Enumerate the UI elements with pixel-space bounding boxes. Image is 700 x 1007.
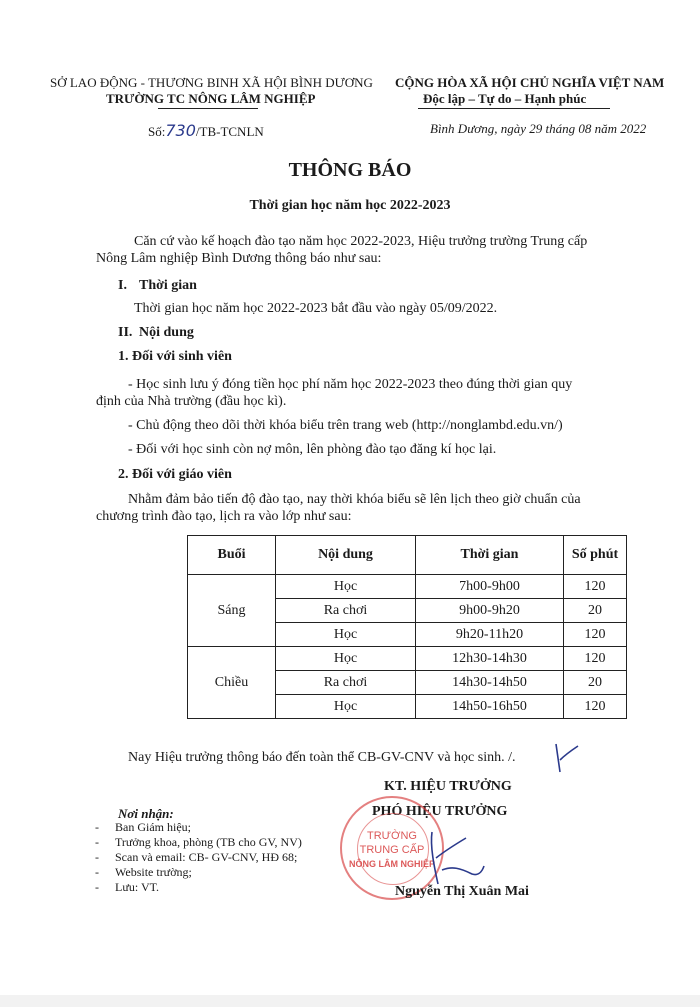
row-minutes: 20 xyxy=(564,671,627,695)
header-country: CỘNG HÒA XÃ HỘI CHỦ NGHĨA VIỆT NAM xyxy=(395,75,665,90)
teachers-line-2: chương trình đào tạo, lịch ra vào lớp như sau: xyxy=(96,509,352,524)
header-school: TRƯỜNG TC NÔNG LÂM NGHIỆP xyxy=(106,91,316,106)
header-time: Thời gian xyxy=(416,536,564,575)
recipients-label: Nơi nhận: xyxy=(118,806,174,821)
closing-statement: Nay Hiệu trưởng thông báo đến toàn thể CB-GV-CNV và học sinh. /. xyxy=(128,750,516,765)
list-item: - Trưởng khoa, phòng (TB cho GV, NV) xyxy=(95,835,302,850)
signature-title-1: KT. HIỆU TRƯỞNG xyxy=(384,779,512,794)
number-prefix: Số: xyxy=(148,124,166,139)
session-morning: Sáng xyxy=(188,575,276,647)
number-handwritten: 730 xyxy=(165,121,196,140)
table-row xyxy=(188,575,627,599)
row-time: 9h00-9h20 xyxy=(416,599,564,623)
intro-line-2: Nông Lâm nghiệp Bình Dương thông báo như sau: xyxy=(96,251,382,266)
header-ministry: SỞ LAO ĐỘNG - THƯƠNG BINH XÃ HỘI BÌNH DƯƠNG xyxy=(50,75,373,90)
handwritten-signature-icon xyxy=(420,826,490,890)
place-date: Bình Dương, ngày 29 tháng 08 năm 2022 xyxy=(430,121,647,136)
row-content: Học xyxy=(276,695,416,719)
signer-name: Nguyễn Thị Xuân Mai xyxy=(395,884,529,899)
students-item-3: - Đối với học sinh còn nợ môn, lên phòng đào tạo đăng kí học lại. xyxy=(128,442,497,457)
row-content: Ra chơi xyxy=(276,671,416,695)
list-item: - Ban Giám hiệu; xyxy=(95,820,302,835)
row-minutes: 120 xyxy=(564,695,627,719)
subsection-students-heading: 1. Đối với sinh viên xyxy=(118,349,232,364)
students-item-1-line-1: - Học sinh lưu ý đóng tiền học phí năm học 2022-2023 theo đúng thời gian quy xyxy=(128,377,573,392)
section-1-text: Thời gian học năm học 2022-2023 bắt đầu vào ngày 05/09/2022. xyxy=(134,301,498,316)
list-item: - Lưu: VT. xyxy=(95,880,302,895)
section-1-number: I. xyxy=(118,278,127,293)
section-1-heading: Thời gian xyxy=(139,278,197,293)
document-title: THÔNG BÁO xyxy=(288,159,412,181)
header-left-underline xyxy=(158,108,258,109)
row-content: Học xyxy=(276,647,416,671)
header-content: Nội dung xyxy=(276,536,416,575)
intro-line-1: Căn cứ vào kế hoạch đào tạo năm học 2022-2023, Hiệu trưởng trường Trung cấp xyxy=(134,234,588,249)
recipients-list xyxy=(95,820,302,895)
session-afternoon: Chiều xyxy=(188,647,276,719)
section-2-number: II. xyxy=(118,325,133,340)
row-time: 12h30-14h30 xyxy=(416,647,564,671)
header-right-underline xyxy=(418,108,610,109)
row-content: Học xyxy=(276,575,416,599)
initial-mark-icon xyxy=(552,740,582,776)
header-motto: Độc lập – Tự do – Hạnh phúc xyxy=(423,91,587,106)
row-content: Ra chơi xyxy=(276,599,416,623)
subsection-teachers-heading: 2. Đối với giáo viên xyxy=(118,467,232,482)
row-minutes: 120 xyxy=(564,623,627,647)
row-time: 7h00-9h00 xyxy=(416,575,564,599)
number-suffix: /TB-TCNLN xyxy=(195,124,264,139)
signature-title-2: PHÓ HIỆU TRƯỞNG xyxy=(372,804,508,819)
students-item-2: - Chủ động theo dõi thời khóa biểu trên trang web (http://nonglambd.edu.vn/) xyxy=(128,418,563,433)
list-item: - Scan và email: CB- GV-CNV, HĐ 68; xyxy=(95,850,302,865)
section-2-heading: Nội dung xyxy=(139,325,194,340)
list-item: - Website trường; xyxy=(95,865,302,880)
row-time: 9h20-11h20 xyxy=(416,623,564,647)
row-minutes: 120 xyxy=(564,575,627,599)
schedule-table xyxy=(187,535,627,719)
stamp-line-3: NÔNG LÂM NGHIỆP xyxy=(348,859,435,869)
students-item-1-line-2: định của Nhà trường (đầu học kì). xyxy=(96,394,287,409)
header-minutes: Số phút xyxy=(564,536,627,575)
table-row xyxy=(188,647,627,671)
row-content: Học xyxy=(276,623,416,647)
document-subtitle: Thời gian học năm học 2022-2023 xyxy=(249,198,451,213)
header-session: Buổi xyxy=(188,536,276,575)
table-header-row xyxy=(188,536,627,575)
document-number xyxy=(148,121,264,140)
stamp-line-1: TRƯỜNG xyxy=(367,830,417,842)
row-minutes: 20 xyxy=(564,599,627,623)
row-time: 14h50-16h50 xyxy=(416,695,564,719)
row-time: 14h30-14h50 xyxy=(416,671,564,695)
row-minutes: 120 xyxy=(564,647,627,671)
stamp-line-2: TRUNG CẤP xyxy=(359,844,425,856)
teachers-line-1: Nhằm đảm bảo tiến độ đào tạo, nay thời khóa biểu sẽ lên lịch theo giờ chuẩn của xyxy=(128,492,581,507)
